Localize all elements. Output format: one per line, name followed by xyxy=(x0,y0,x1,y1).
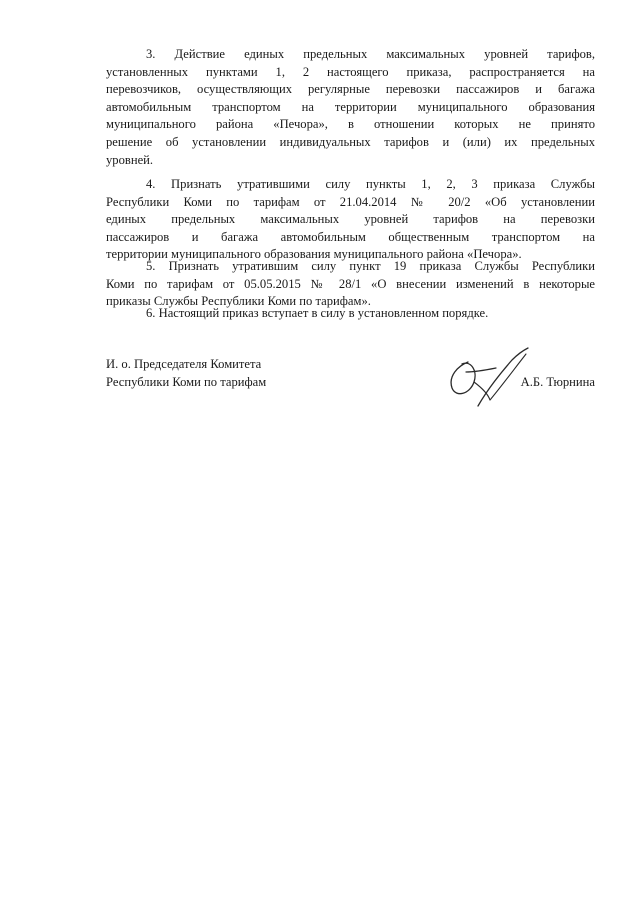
paragraph-line: единых предельных максимальных уровней тарифов на перевозки xyxy=(106,212,595,227)
signature-block xyxy=(106,356,595,406)
paragraph-line: 4. Признать утратившими силу пункты 1, 2, 3 приказа Службы xyxy=(146,177,595,191)
paragraph-line: 5. Признать утратившим силу пункт 19 приказа Службы Республики xyxy=(146,259,595,273)
paragraph-line: муниципального района «Печора», в отношении которых не принято xyxy=(106,117,595,132)
paragraph-6 xyxy=(106,305,595,323)
paragraph-line: Коми по тарифам от 05.05.2015 № 28/1 «О внесении изменений в некоторые xyxy=(106,276,595,291)
paragraph-line: 6. Настоящий приказ вступает в силу в установленном порядке. xyxy=(146,306,489,320)
paragraph-line: перевозчиков, осуществляющих регулярные перевозки пассажиров и багажа xyxy=(106,82,595,97)
paragraph-line: приказы Службы Республики Коми по тарифам». xyxy=(106,294,371,309)
paragraph-line: решение об установлении индивидуальных тарифов и (или) их предельных xyxy=(106,134,595,149)
signatory-title-line: И. о. Председателя Комитета xyxy=(106,357,262,371)
signatory-title-line: Республики Коми по тарифам xyxy=(106,374,267,389)
paragraph-line: территории муниципального образования муниципального района «Печора». xyxy=(106,247,522,262)
paragraph-line: установленных пунктами 1, 2 настоящего приказа, распространяется на xyxy=(106,64,595,79)
paragraph-4 xyxy=(106,176,595,264)
signatory-name: А.Б. Тюрнина xyxy=(520,374,595,389)
paragraph-line: 3. Действие единых предельных максимальных уровней тарифов, xyxy=(146,47,595,61)
paragraph-line: автомобильным транспортом на территории муниципального образования xyxy=(106,99,595,114)
paragraph-3 xyxy=(106,46,595,169)
paragraph-5 xyxy=(106,258,595,311)
paragraph-line: уровней. xyxy=(106,152,154,167)
paragraph-line: Республики Коми по тарифам от 21.04.2014 № 20/2 «Об установлении xyxy=(106,194,595,209)
signatory-title xyxy=(106,356,266,391)
paragraph-line: пассажиров и багажа автомобильным общественным транспортом на xyxy=(106,229,595,244)
